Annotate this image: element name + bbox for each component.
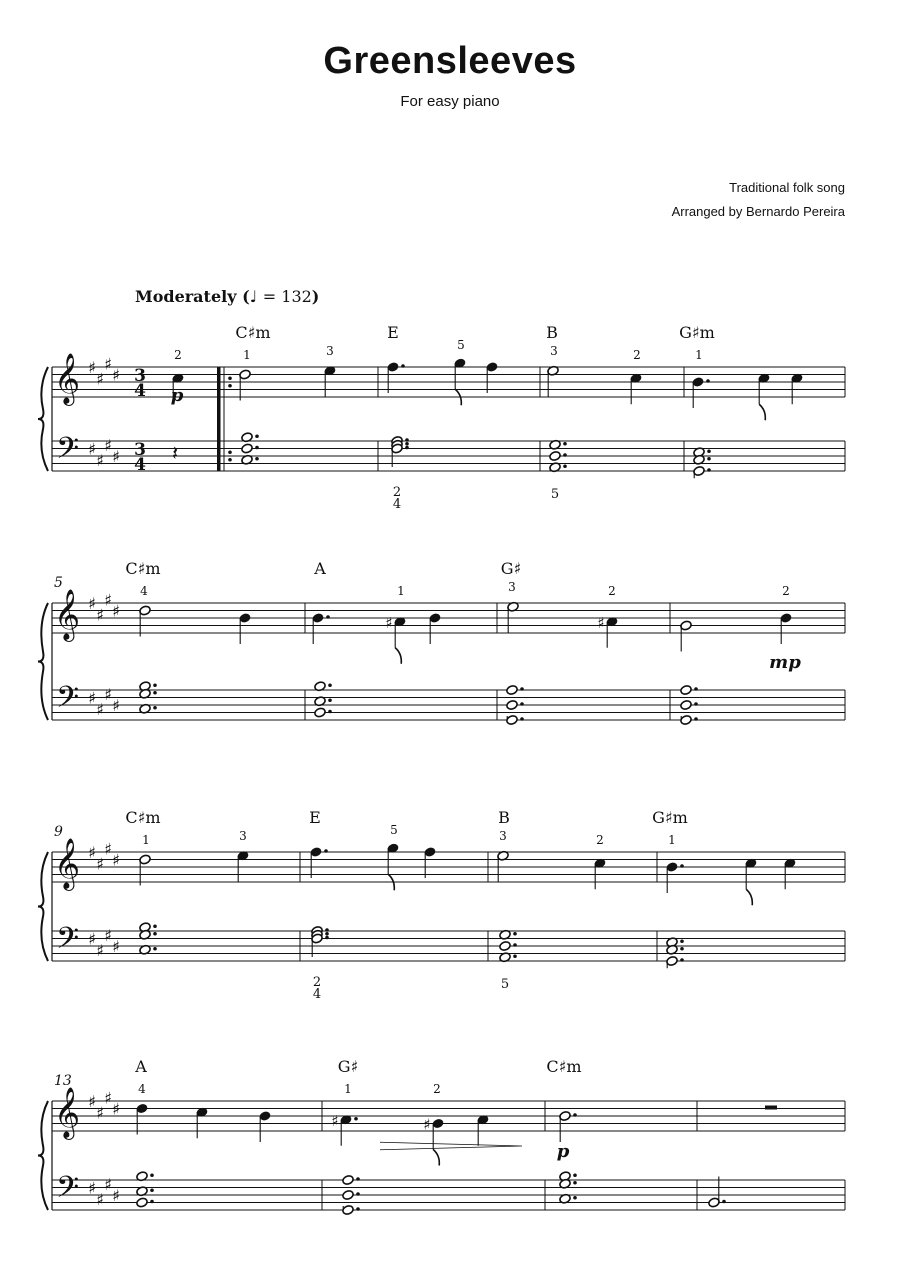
sharp-accidental: ♯	[112, 1186, 120, 1205]
chord-note-head	[499, 941, 511, 952]
sharp-accidental: ♯	[96, 450, 104, 470]
score-subtitle: For easy piano	[400, 93, 500, 110]
bass-clef-icon: 𝄢	[56, 922, 80, 963]
treble-clef-icon: 𝄞	[54, 1087, 81, 1138]
fingering-number: 2	[174, 348, 182, 362]
chord-symbol: C♯m	[546, 1057, 582, 1076]
piano-brace	[38, 852, 48, 961]
sharp-accidental: ♯	[112, 365, 120, 385]
eighth-flag	[746, 889, 752, 905]
sharp-accidental: ♯	[88, 594, 96, 613]
chord-note-head	[680, 685, 692, 696]
sharp-accidental: ♯	[96, 1189, 104, 1209]
dynamic-marking: p	[170, 385, 184, 406]
augmentation-dot	[680, 958, 684, 962]
eighth-flag	[433, 1150, 439, 1166]
quarter-note-icon: ♩	[249, 287, 258, 306]
sharp-accidental: ♯	[104, 435, 112, 455]
sharp-accidental: ♯	[112, 850, 120, 870]
bass-fingering-number: 4	[312, 987, 322, 1002]
fingering-number: 2	[596, 833, 604, 847]
augmentation-dot	[707, 449, 711, 453]
sharp-accidental: ♯	[88, 1092, 96, 1111]
time-signature-bottom: 4	[134, 455, 146, 475]
chord-symbol: C♯m	[125, 559, 161, 578]
treble-clef-icon: 𝄞	[54, 589, 81, 640]
sharp-accidental: ♯	[104, 1088, 112, 1108]
bass-fingering-number: 2	[312, 975, 322, 990]
bass-clef-icon: 𝄢	[56, 1171, 80, 1212]
augmentation-dot	[153, 947, 157, 951]
augmentation-dot	[325, 932, 329, 936]
sharp-accidental: ♯	[112, 601, 120, 621]
augmentation-dot	[228, 458, 232, 462]
augmentation-dot	[520, 687, 524, 691]
chord-symbol: G♯	[337, 1057, 359, 1076]
chord-note-head	[241, 443, 253, 454]
fingering-number: 1	[668, 833, 676, 847]
augmentation-dot	[405, 446, 409, 450]
sharp-accidental: ♯	[96, 940, 104, 960]
eighth-flag	[759, 404, 765, 420]
tempo-bpm: = 132	[262, 287, 312, 306]
fingering-number: 4	[138, 1082, 146, 1096]
fingering-number: 2	[782, 584, 790, 598]
sharp-accidental: ♯	[423, 1115, 431, 1134]
fingering-number: 3	[508, 580, 516, 594]
eighth-flag	[395, 648, 401, 664]
chord-note-head	[342, 1190, 354, 1201]
augmentation-dot	[153, 932, 157, 936]
sharp-accidental: ♯	[104, 684, 112, 704]
bass-clef-icon: 𝄢	[56, 681, 80, 722]
augmentation-dot	[255, 457, 259, 461]
sharp-accidental: ♯	[88, 688, 96, 708]
sharp-accidental: ♯	[88, 929, 96, 949]
fingering-number: 1	[397, 584, 405, 598]
sharp-accidental: ♯	[104, 839, 112, 859]
fingering-number: 1	[243, 348, 251, 362]
augmentation-dot	[255, 434, 259, 438]
sharp-accidental: ♯	[385, 613, 393, 632]
chord-symbol: B	[546, 323, 558, 342]
sharp-accidental: ♯	[96, 1103, 104, 1123]
fingering-number: 1	[344, 1082, 352, 1096]
augmentation-dot	[573, 1173, 577, 1177]
dynamic-marking: mp	[769, 652, 801, 673]
augmentation-dot	[513, 932, 517, 936]
measure-number: 9	[54, 824, 63, 840]
sharp-accidental: ♯	[88, 358, 96, 377]
sharp-accidental: ♯	[88, 1178, 96, 1198]
augmentation-dot	[680, 939, 684, 943]
score-title: Greensleeves	[323, 40, 577, 82]
augmentation-dot	[513, 943, 517, 947]
quarter-rest-icon: 𝄽	[171, 440, 179, 465]
augmentation-dot	[326, 615, 330, 619]
augmentation-dot	[563, 464, 567, 468]
sharp-accidental: ♯	[112, 937, 120, 956]
augmentation-dot	[401, 364, 405, 368]
chord-symbol: C♯m	[235, 323, 271, 342]
time-signature-top: 3	[134, 440, 146, 460]
augmentation-dot	[356, 1192, 360, 1196]
sharp-accidental: ♯	[104, 590, 112, 610]
sharp-accidental: ♯	[597, 613, 605, 632]
sharp-accidental: ♯	[88, 843, 96, 862]
tempo-text: Moderately	[135, 287, 237, 306]
augmentation-dot	[520, 717, 524, 721]
chord-symbol: A	[314, 559, 326, 578]
augmentation-dot	[356, 1177, 360, 1181]
decrescendo-hairpin	[380, 1142, 522, 1150]
chord-symbol: G♯m	[679, 323, 715, 342]
chord-note-head	[506, 685, 518, 696]
sharp-accidental: ♯	[112, 447, 120, 466]
measure-number: 5	[54, 575, 63, 591]
augmentation-dot	[324, 849, 328, 853]
time-signature-top: 3	[134, 366, 146, 386]
augmentation-dot	[694, 687, 698, 691]
fingering-number: 1	[695, 348, 703, 362]
augmentation-dot	[228, 450, 232, 454]
fingering-number: 1	[142, 833, 150, 847]
fingering-number: 2	[608, 584, 616, 598]
sharp-accidental: ♯	[96, 854, 104, 874]
piano-brace	[38, 1101, 48, 1210]
sharp-accidental: ♯	[104, 1174, 112, 1194]
chord-symbol: A	[135, 1057, 147, 1076]
augmentation-dot	[153, 706, 157, 710]
fingering-number: 5	[390, 823, 398, 837]
augmentation-dot	[520, 702, 524, 706]
augmentation-dot	[153, 683, 157, 687]
bass-fingering-number: 5	[550, 487, 560, 502]
piano-brace	[38, 367, 48, 471]
fingering-number: 3	[550, 344, 558, 358]
augmentation-dot	[680, 947, 684, 951]
chord-symbol: G♯m	[652, 808, 688, 827]
sharp-accidental: ♯	[104, 354, 112, 374]
augmentation-dot	[707, 457, 711, 461]
augmentation-dot	[573, 1113, 577, 1117]
augmentation-dot	[153, 691, 157, 695]
tempo-marking: Moderately (♩ = 132)	[135, 287, 320, 306]
augmentation-dot	[328, 710, 332, 714]
bass-fingering-number: 5	[500, 977, 510, 992]
measure-number: 13	[54, 1073, 72, 1089]
composer-credit: Traditional folk song	[729, 180, 845, 195]
chord-note-head	[342, 1175, 354, 1186]
fingering-number: 3	[239, 829, 247, 843]
augmentation-dot	[513, 954, 517, 958]
augmentation-dot	[405, 442, 409, 446]
augmentation-dot	[150, 1188, 154, 1192]
augmentation-dot	[228, 376, 232, 380]
augmentation-dot	[328, 683, 332, 687]
augmentation-dot	[325, 928, 329, 932]
augmentation-dot	[356, 1207, 360, 1211]
chord-symbol: E	[309, 808, 321, 827]
sharp-accidental: ♯	[88, 439, 96, 459]
augmentation-dot	[680, 864, 684, 868]
augmentation-dot	[228, 384, 232, 388]
sharp-accidental: ♯	[104, 925, 112, 945]
bass-clef-icon: 𝄢	[56, 432, 80, 473]
bass-fingering-number: 2	[392, 485, 402, 500]
augmentation-dot	[694, 702, 698, 706]
chord-note-head	[549, 451, 561, 462]
fingering-number: 2	[433, 1082, 441, 1096]
sharp-accidental: ♯	[96, 699, 104, 719]
treble-clef-icon: 𝄞	[54, 838, 81, 889]
fingering-number: 5	[457, 338, 465, 352]
augmentation-dot	[694, 717, 698, 721]
sharp-accidental: ♯	[112, 696, 120, 715]
sharp-accidental: ♯	[331, 1111, 339, 1130]
augmentation-dot	[563, 442, 567, 446]
augmentation-dot	[722, 1200, 726, 1204]
treble-clef-icon: 𝄞	[54, 353, 81, 404]
fingering-number: 2	[633, 348, 641, 362]
augmentation-dot	[405, 438, 409, 442]
augmentation-dot	[707, 468, 711, 472]
augmentation-dot	[325, 936, 329, 940]
fingering-number: 3	[326, 344, 334, 358]
chord-note-head	[680, 700, 692, 711]
sharp-accidental: ♯	[96, 605, 104, 625]
augmentation-dot	[706, 379, 710, 383]
chord-note-head	[506, 700, 518, 711]
augmentation-dot	[255, 446, 259, 450]
fingering-number: 4	[140, 584, 148, 598]
augmentation-dot	[354, 1117, 358, 1121]
fingering-number: 3	[499, 829, 507, 843]
augmentation-dot	[153, 924, 157, 928]
augmentation-dot	[150, 1200, 154, 1204]
piano-brace	[38, 603, 48, 720]
chord-symbol: B	[498, 808, 510, 827]
augmentation-dot	[328, 698, 332, 702]
augmentation-dot	[573, 1181, 577, 1185]
chord-symbol: E	[387, 323, 399, 342]
half-rest-icon	[765, 1106, 777, 1110]
chord-symbol: C♯m	[125, 808, 161, 827]
arranger-credit: Arranged by Bernardo Pereira	[671, 204, 845, 219]
augmentation-dot	[150, 1173, 154, 1177]
repeat-start-thick-bar	[217, 367, 221, 471]
augmentation-dot	[573, 1196, 577, 1200]
bass-fingering-number: 4	[392, 497, 402, 512]
chord-symbol: G♯	[500, 559, 522, 578]
sharp-accidental: ♯	[112, 1099, 120, 1119]
sharp-accidental: ♯	[96, 369, 104, 389]
time-signature-bottom: 4	[134, 381, 146, 401]
dynamic-marking: p	[556, 1141, 570, 1162]
augmentation-dot	[563, 453, 567, 457]
